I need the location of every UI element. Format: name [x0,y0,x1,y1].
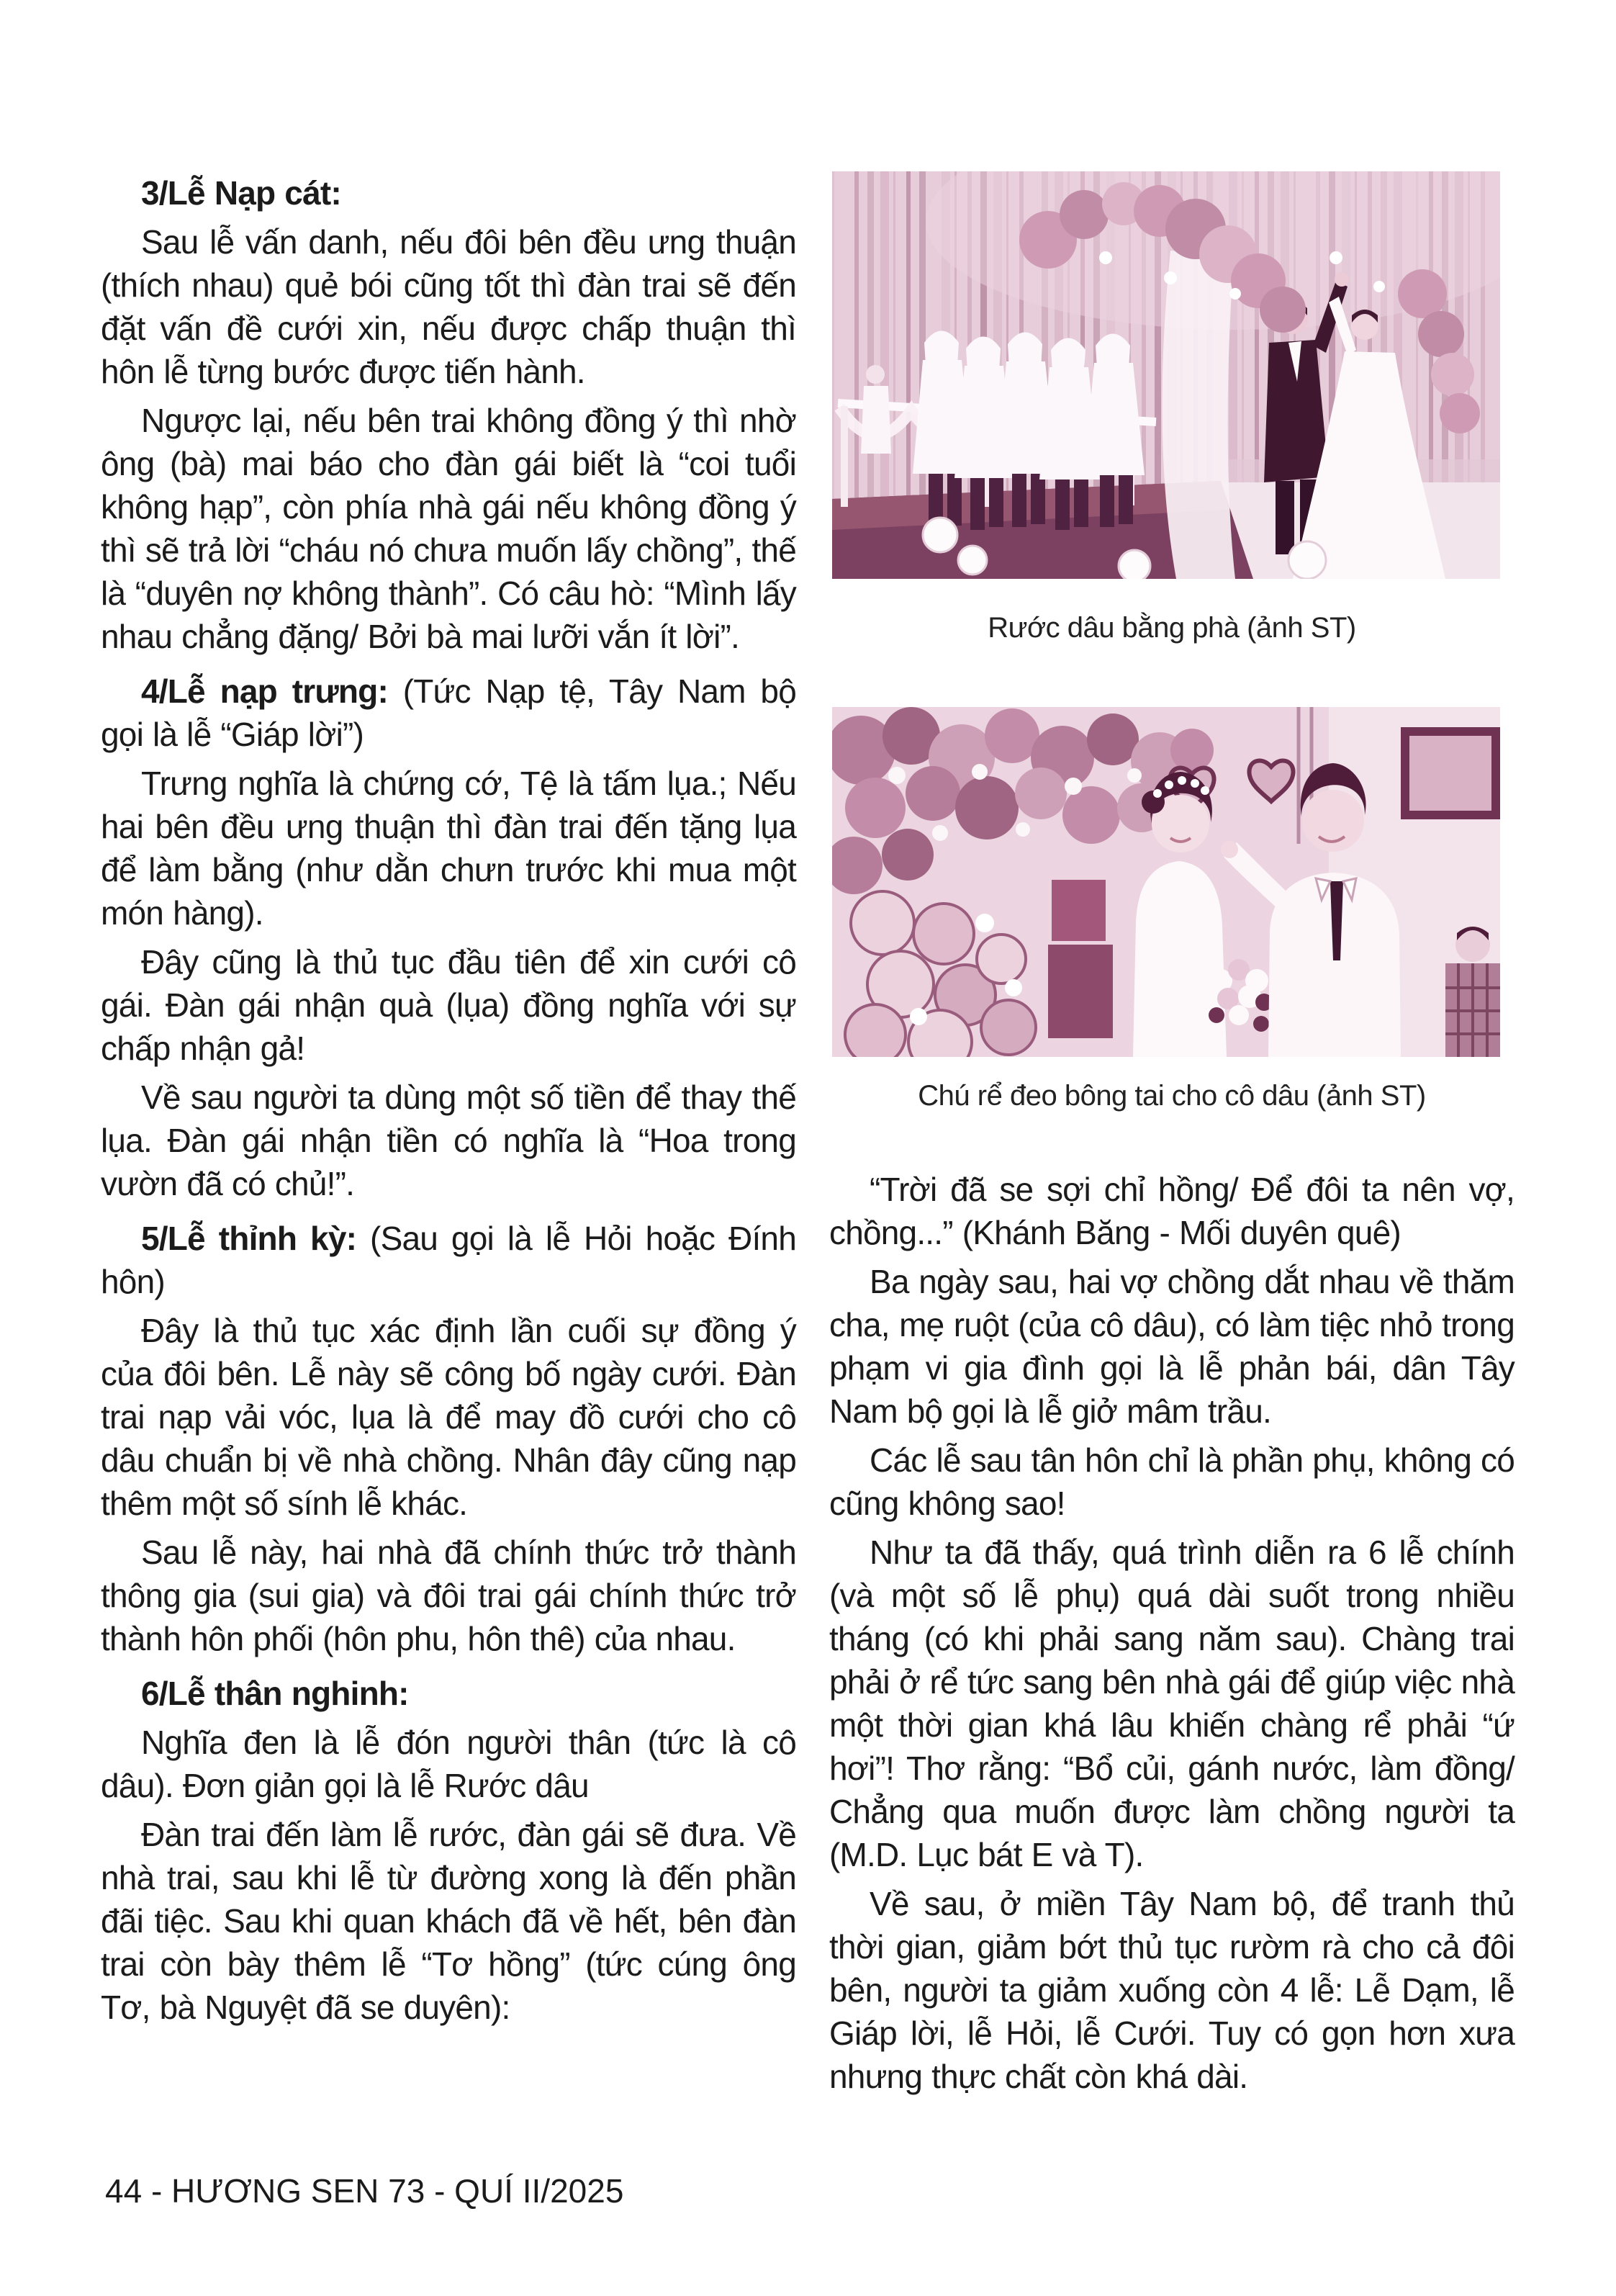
paragraph [829,1168,1515,1254]
paragraph-text: (Sau gọi là lễ Hỏi hoặc Đính hôn) [101,1220,796,1300]
paragraph-text: “Trời đã se sợi chỉ hồng/ Để đôi ta nên vợ, chồng...” (Khánh Băng - Mối duyên quê) [829,1171,1515,1251]
paragraph [101,762,796,935]
wall-frame [1405,731,1496,815]
paragraph-text: Ngược lại, nếu bên trai không đồng ý thì nhờ ông (bà) mai báo cho đàn gái biết là “coi tuổi không hạp”, còn phía nhà gái nếu không đồng ý thì sẽ trả lời “cháu nó chưa muốn lấy chồng”, thế là “duyên nợ không thành”. Có câu hò: “Mình lấy nhau chẳng đặng/ Bởi bà mai lưỡi vắn ít lời”. [101,402,796,655]
paragraph [829,1260,1515,1433]
center-drape [1163,251,1235,579]
figure-caption: Rước dâu bằng phà (ảnh ST) [988,612,1356,644]
groom-earring-illustration [832,707,1500,1057]
right-column [829,1168,1515,2104]
paragraph-text: Trưng nghĩa là chứng cớ, Tệ là tấm lụa.; Nếu hai bên đều ưng thuận thì đàn trai đến tặng lụa để làm bằng (như dằn chưn trước khi mua một món hàng). [101,765,796,932]
paragraph-text: Về sau, ở miền Tây Nam bộ, để tranh thủ thời gian, giảm bớt thủ tục rườm rà cho cả đôi bên, người ta giảm xuống còn 4 lễ: Lễ Dạm, lễ Giáp lời, lễ Hỏi, lễ Cưới. Tuy có gọn hơn xưa nhưng thực chất còn khá dài. [829,1885,1515,2095]
figure-caption: Chú rể đeo bông tai cho cô dâu (ảnh ST) [918,1080,1426,1112]
wedding-ferry-illustration [832,171,1500,579]
page-footer [105,2171,623,2210]
figure-groom-earring-photo [832,707,1500,1057]
section-heading [101,670,796,756]
section-heading [101,1217,796,1303]
paragraph [101,220,796,393]
section-heading [101,1672,796,1715]
paragraph-text: Nghĩa đen là lễ đón người thân (tức là cô dâu). Đơn giản gọi là lễ Rước dâu [101,1724,796,1804]
paragraph [101,940,796,1070]
paragraph-text: Ba ngày sau, hai vợ chồng dắt nhau về thăm cha, mẹ ruột (của cô dâu), có làm tiệc nhỏ trong phạm vi gia đình gọi là lễ phản bái, dân Tây Nam bộ gọi là lễ giở mâm trầu. [829,1263,1515,1430]
page-footer-text: 44 - HƯƠNG SEN 73 - QUÍ II/2025 [105,2172,624,2210]
paragraph [101,1076,796,1205]
heading-label: 6/Lễ thân nghinh: [141,1675,409,1712]
heading-label: 3/Lễ Nạp cát: [141,174,341,212]
paragraph [101,1813,796,2029]
gift-boxes [1048,880,1113,1038]
section-heading [101,171,796,215]
paragraph [829,1439,1515,1525]
paragraph-text: Các lễ sau tân hôn chỉ là phần phụ, không có cũng không sao! [829,1441,1515,1522]
paragraph-text: (Tức Nạp tệ, Tây Nam bộ gọi là lễ “Giáp lời”) [101,672,796,753]
paragraph [101,1309,796,1525]
paragraph-text: Đây cũng là thủ tục đầu tiên để xin cưới cô gái. Đàn gái nhận quà (lụa) đồng nghĩa với sự chấp nhận gả! [101,943,796,1067]
heading-label: 5/Lễ thỉnh kỳ: [141,1220,357,1257]
paragraph-text: Đây là thủ tục xác định lần cuối sự đồng ý của đôi bên. Lễ này sẽ công bố ngày cưới. Đàn trai nạp vải vóc, lụa là để may đồ cưới cho cô dâu chuẩn bị về nhà chồng. Nhân đây cũng nạp thêm một số sính lễ khác. [101,1312,796,1522]
paragraph [101,1721,796,1807]
paragraph-text: Đàn trai đến làm lễ rước, đàn gái sẽ đưa. Về nhà trai, sau khi lễ từ đường xong là đến phần đãi tiệc. Sau khi quan khách đã về hết, bên đàn trai còn bày thêm lễ “Tơ hồng” (tức cúng ông Tơ, bà Nguyệt đã se duyên): [101,1816,796,2026]
paragraph [101,399,796,658]
paragraph [829,1882,1515,2098]
figure-wedding-ferry-photo [832,171,1500,579]
paragraph-text: Về sau người ta dùng một số tiền để thay thế lụa. Đàn gái nhận tiền có nghĩa là “Hoa trong vườn đã có chủ!”. [101,1079,796,1202]
paragraph-text: Sau lễ vấn danh, nếu đôi bên đều ưng thuận (thích nhau) quẻ bói cũng tốt thì đàn trai sẽ đến đặt vấn đề cưới xin, nếu được chấp thuận thì hôn lễ từng bước được tiến hành. [101,223,796,390]
paragraph [101,1531,796,1660]
paragraph-text: Sau lễ này, hai nhà đã chính thức trở thành thông gia (sui gia) và đôi trai gái chính thức trở thành hôn phối (hôn phu, hôn thê) của nhau. [101,1534,796,1657]
paragraph [829,1531,1515,1876]
left-column [101,160,796,2035]
paragraph-text: Như ta đã thấy, quá trình diễn ra 6 lễ chính (và một số lễ phụ) quá dài suốt trong nhiều tháng (có khi phải sang năm sau). Chàng trai phải ở rể tức sang bên nhà gái để giúp việc nhà một thời gian khá lâu khiến chàng rể phải “ứ hơi”! Thơ rằng: “Bổ củi, gánh nước, làm đồng/ Chẳng qua muốn được làm chồng người ta (M.D. Lục bát E và T). [829,1534,1515,1873]
heading-label: 4/Lễ nạp trưng: [141,672,388,710]
